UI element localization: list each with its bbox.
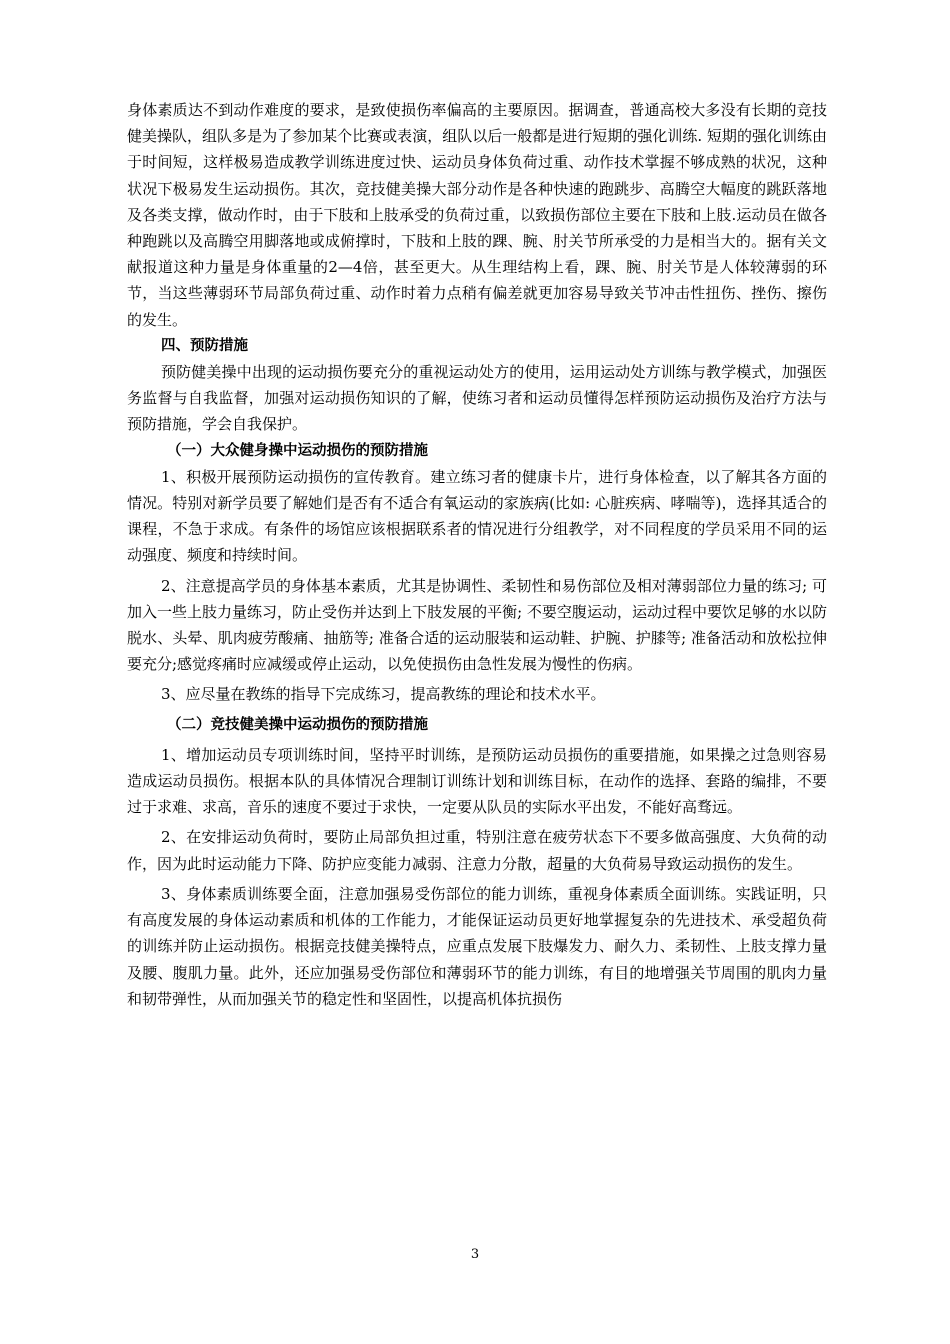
body-paragraph: 2、在安排运动负荷时，要防止局部负担过重，特别注意在疲劳状态下不要多做高强度、大负荷的动作，因为此时运动能力下降、防护应变能力减弱、注意力分散，超量的大负荷易导致运动损伤的发生。 [127, 828, 827, 873]
document-body [127, 97, 827, 1012]
body-paragraph: 身体素质达不到动作难度的要求，是致使损伤率偏高的主要原因。据调查，普通高校大多没有长期的竞技健美操队，组队多是为了参加某个比赛或表演，组队以后一般都是进行短期的强化训练. 短期的强化训练由于时间短，这样极易造成教学训练进度过快、运动员身体负荷过重、动作技术掌握不够成熟的状况，这种状况下极易发生运动损伤。其次，竞技健美操大部分动作是各种快速的跑跳步、高腾空大幅度的跳跃落地及各类支撑，做动作时，由于下肢和上肢承受的负荷过重，以致损伤部位主要在下肢和上肢.运动员在做各种跑跳以及高腾空用脚落地或成俯撑时，下肢和上肢的踝、腕、肘关节所承受的力是相当大的。据有关文献报道这种力量是身体重量的2—4倍，甚至更大。从生理结构上看，踝、腕、肘关节是人体较薄弱的环节，当这些薄弱环节局部负荷过重、动作时着力点稍有偏差就更加容易导致关节冲击性扭伤、挫伤、擦伤的发生。 [127, 101, 827, 329]
body-paragraph: 2、注意提高学员的身体基本素质，尤其是协调性、柔韧性和易伤部位及相对薄弱部位力量的练习; 可加入一些上肢力量练习，防止受伤并达到上下肢发展的平衡; 不要空腹运动，运动过程中要饮足够的水以防脱水、头晕、肌肉疲劳酸痛、抽筋等; 准备合适的运动服装和运动鞋、护腕、护膝等; 准备活动和放松拉伸要充分;感觉疼痛时应减缓或停止运动，以免使损伤由急性发展为慢性的伤病。 [127, 576, 827, 674]
subsection-heading: （一）大众健身操中运动损伤的预防措施 [167, 442, 428, 459]
body-paragraph: 1、增加运动员专项训练时间，坚持平时训练，是预防运动员损伤的重要措施，如果操之过急则容易造成运动员损伤。根据本队的具体情况合理制订训练计划和训练目标，在动作的选择、套路的编排，不要过于求难、求高，音乐的速度不要过于求快，一定要从队员的实际水平出发，不能好高骛远。 [127, 745, 827, 817]
body-paragraph: 3、身体素质训练要全面，注意加强易受伤部位的能力训练，重视身体素质全面训练。实践证明，只有高度发展的身体运动素质和机体的工作能力，才能保证运动员更好地掌握复杂的先进技术、承受超负荷的训练并防止运动损伤。根据竞技健美操特点，应重点发展下肢爆发力、耐久力、柔韧性、上肢支撑力量及腰、腹肌力量。此外，还应加强易受伤部位和薄弱环节的能力训练，有目的地增强关节周围的肌肉力量和韧带弹性，从而加强关节的稳定性和坚固性，以提高机体抗损伤 [127, 884, 827, 1008]
body-paragraph: 预防健美操中出现的运动损伤要充分的重视运动处方的使用，运用运动处方训练与教学模式，加强医务监督与自我监督，加强对运动损伤知识的了解，使练习者和运动员懂得怎样预防运动损伤及治疗方法与预防措施，学会自我保护。 [127, 363, 827, 434]
body-paragraph: 3、应尽量在教练的指导下完成练习，提高教练的理论和技术水平。 [161, 685, 606, 704]
section-heading: 四、预防措施 [161, 337, 248, 354]
page-number: 3 [470, 1247, 480, 1262]
body-paragraph: 1、积极开展预防运动损伤的宣传教育。建立练习者的健康卡片，进行身体检查，以了解其各方面的情况。特别对新学员要了解她们是否有不适合有氧运动的家族病(比如: 心脏疾病、哮喘等)，选择其适合的课程，不急于求成。有条件的场馆应该根据联系者的情况进行分组教学，对不同程度的学员采用不同的运动强度、频度和持续时间。 [127, 467, 827, 565]
subsection-heading: （二）竞技健美操中运动损伤的预防措施 [167, 716, 428, 733]
